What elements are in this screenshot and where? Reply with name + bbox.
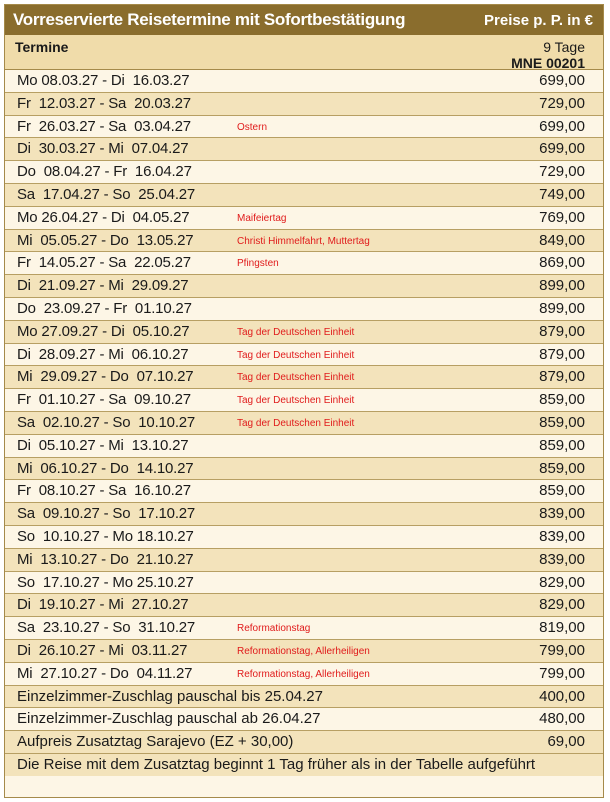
price: 899,00 bbox=[539, 299, 585, 317]
price: 879,00 bbox=[539, 322, 585, 340]
table-row bbox=[5, 344, 603, 367]
table-row bbox=[5, 572, 603, 595]
price: 699,00 bbox=[539, 117, 585, 135]
table-row bbox=[5, 617, 603, 640]
supplement-row bbox=[5, 731, 603, 754]
table-row bbox=[5, 138, 603, 161]
holiday-note: Reformationstag, Allerheiligen bbox=[237, 645, 370, 657]
table-header bbox=[5, 35, 603, 70]
table-row bbox=[5, 640, 603, 663]
price: 859,00 bbox=[539, 459, 585, 477]
price: 879,00 bbox=[539, 345, 585, 363]
table-row bbox=[5, 275, 603, 298]
holiday-note: Tag der Deutschen Einheit bbox=[237, 395, 355, 407]
table-row bbox=[5, 230, 603, 253]
table-row bbox=[5, 161, 603, 184]
table-row bbox=[5, 70, 603, 93]
travel-dates: Fr 01.10.27 - Sa 09.10.27 bbox=[17, 391, 191, 409]
price: 859,00 bbox=[539, 391, 585, 409]
table-row bbox=[5, 412, 603, 435]
price: 729,00 bbox=[539, 94, 585, 112]
supplement-label: Einzelzimmer-Zuschlag pauschal bis 25.04.27 bbox=[17, 687, 323, 705]
travel-dates: Sa 02.10.27 - So 10.10.27 bbox=[17, 413, 196, 431]
price: 839,00 bbox=[539, 550, 585, 568]
footnote-text: Die Reise mit dem Zusatztag beginnt 1 Tag früher als in der Tabelle aufgeführt bbox=[17, 755, 536, 773]
travel-dates: Fr 14.05.27 - Sa 22.05.27 bbox=[17, 254, 191, 272]
holiday-note: Tag der Deutschen Einheit bbox=[237, 326, 355, 338]
price: 879,00 bbox=[539, 368, 585, 386]
price-table bbox=[4, 4, 604, 798]
holiday-note: Ostern bbox=[237, 121, 268, 133]
travel-dates: So 10.10.27 - Mo 18.10.27 bbox=[17, 527, 194, 545]
table-row bbox=[5, 389, 603, 412]
travel-dates: Fr 12.03.27 - Sa 20.03.27 bbox=[17, 94, 191, 112]
holiday-note: Tag der Deutschen Einheit bbox=[237, 349, 355, 361]
price: 799,00 bbox=[539, 664, 585, 682]
table-row bbox=[5, 526, 603, 549]
footnote bbox=[5, 754, 603, 776]
travel-dates: Mo 26.04.27 - Di 04.05.27 bbox=[17, 208, 190, 226]
supplement-row bbox=[5, 686, 603, 709]
table-title: Vorreservierte Reisetermine mit Sofortbestätigung bbox=[13, 10, 406, 29]
price: 829,00 bbox=[539, 596, 585, 614]
price: 699,00 bbox=[539, 72, 585, 89]
travel-dates: Mi 06.10.27 - Do 14.10.27 bbox=[17, 459, 194, 477]
travel-dates: Di 26.10.27 - Mi 03.11.27 bbox=[17, 641, 188, 659]
price: 849,00 bbox=[539, 231, 585, 249]
travel-dates: Do 08.04.27 - Fr 16.04.27 bbox=[17, 163, 192, 181]
holiday-note: Reformationstag bbox=[237, 623, 311, 635]
price: 859,00 bbox=[539, 413, 585, 431]
price: 859,00 bbox=[539, 482, 585, 500]
price: 839,00 bbox=[539, 527, 585, 545]
holiday-note: Pfingsten bbox=[237, 258, 279, 270]
price: 729,00 bbox=[539, 163, 585, 181]
travel-dates: Sa 17.04.27 - So 25.04.27 bbox=[17, 185, 196, 203]
travel-dates: Mo 27.09.27 - Di 05.10.27 bbox=[17, 322, 190, 340]
travel-dates: Di 30.03.27 - Mi 07.04.27 bbox=[17, 140, 189, 158]
table-row bbox=[5, 594, 603, 617]
price: 769,00 bbox=[539, 208, 585, 226]
travel-dates: So 17.10.27 - Mo 25.10.27 bbox=[17, 573, 194, 591]
table-row bbox=[5, 252, 603, 275]
table-row bbox=[5, 184, 603, 207]
holiday-note: Reformationstag, Allerheiligen bbox=[237, 668, 370, 680]
travel-dates: Mi 05.05.27 - Do 13.05.27 bbox=[17, 231, 194, 249]
price: 899,00 bbox=[539, 277, 585, 295]
supplement-price: 480,00 bbox=[539, 710, 585, 728]
supplement-price: 69,00 bbox=[547, 733, 585, 751]
table-row bbox=[5, 116, 603, 139]
price-note: Preise p. P. in € bbox=[484, 11, 593, 29]
travel-dates: Sa 23.10.27 - So 31.10.27 bbox=[17, 619, 196, 637]
date-rows bbox=[5, 70, 603, 686]
travel-dates: Di 28.09.27 - Mi 06.10.27 bbox=[17, 345, 189, 363]
travel-dates: Di 19.10.27 - Mi 27.10.27 bbox=[17, 596, 189, 614]
duration-header: 9 Tage bbox=[543, 39, 585, 55]
price: 749,00 bbox=[539, 185, 585, 203]
travel-dates: Do 23.09.27 - Fr 01.10.27 bbox=[17, 299, 192, 317]
supplement-label: Aufpreis Zusatztag Sarajevo (EZ + 30,00) bbox=[17, 733, 294, 751]
table-row bbox=[5, 93, 603, 116]
termine-header: Termine bbox=[15, 39, 69, 55]
supplement-label: Einzelzimmer-Zuschlag pauschal ab 26.04.27 bbox=[17, 710, 321, 728]
travel-dates: Mo 08.03.27 - Di 16.03.27 bbox=[17, 72, 190, 89]
holiday-note: Tag der Deutschen Einheit bbox=[237, 372, 355, 384]
tour-code: MNE 00201 bbox=[511, 55, 585, 71]
price: 839,00 bbox=[539, 505, 585, 523]
travel-dates: Mi 29.09.27 - Do 07.10.27 bbox=[17, 368, 194, 386]
table-row bbox=[5, 458, 603, 481]
table-row bbox=[5, 435, 603, 458]
holiday-note: Christi Himmelfahrt, Muttertag bbox=[237, 235, 370, 247]
travel-dates: Mi 13.10.27 - Do 21.10.27 bbox=[17, 550, 194, 568]
travel-dates: Fr 26.03.27 - Sa 03.04.27 bbox=[17, 117, 191, 135]
table-row bbox=[5, 549, 603, 572]
price: 799,00 bbox=[539, 641, 585, 659]
table-row bbox=[5, 663, 603, 686]
table-row bbox=[5, 321, 603, 344]
table-row bbox=[5, 503, 603, 526]
table-row bbox=[5, 207, 603, 230]
price: 859,00 bbox=[539, 436, 585, 454]
table-row bbox=[5, 298, 603, 321]
holiday-note: Maifeiertag bbox=[237, 212, 287, 224]
price: 829,00 bbox=[539, 573, 585, 591]
supplement-rows bbox=[5, 686, 603, 754]
travel-dates: Di 05.10.27 - Mi 13.10.27 bbox=[17, 436, 189, 454]
travel-dates: Sa 09.10.27 - So 17.10.27 bbox=[17, 505, 196, 523]
price: 699,00 bbox=[539, 140, 585, 158]
travel-dates: Fr 08.10.27 - Sa 16.10.27 bbox=[17, 482, 191, 500]
holiday-note: Tag der Deutschen Einheit bbox=[237, 417, 355, 429]
travel-dates: Di 21.09.27 - Mi 29.09.27 bbox=[17, 277, 189, 295]
travel-dates: Mi 27.10.27 - Do 04.11.27 bbox=[17, 664, 193, 682]
table-row bbox=[5, 366, 603, 389]
supplement-row bbox=[5, 708, 603, 731]
price: 819,00 bbox=[539, 619, 585, 637]
price: 869,00 bbox=[539, 254, 585, 272]
table-row bbox=[5, 480, 603, 503]
title-bar bbox=[5, 5, 603, 35]
supplement-price: 400,00 bbox=[539, 687, 585, 705]
